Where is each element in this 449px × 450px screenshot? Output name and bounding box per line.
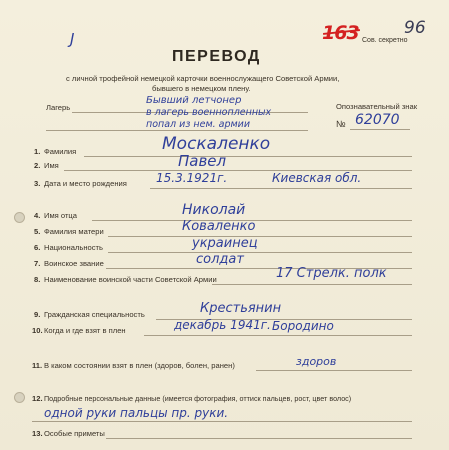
field-12-number: 12. <box>32 394 43 403</box>
punch-hole-bottom <box>14 392 25 403</box>
field-13-number: 13. <box>32 429 43 438</box>
field-11-number: 11. <box>32 361 43 370</box>
field-12-value: одной руки пальцы пр. руки. <box>44 406 229 420</box>
field-9-label: Гражданская специальность <box>44 310 145 319</box>
field-4-value: Николай <box>182 202 246 218</box>
field-11-label: В каком состоянии взят в плен (здоров, болен, ранен) <box>44 361 235 370</box>
field-5-label: Фамилия матери <box>44 227 104 236</box>
punch-hole-top <box>14 212 25 223</box>
id-underline <box>350 129 410 130</box>
field-6-number: 6. <box>34 243 41 252</box>
field-3-number: 3. <box>34 179 41 188</box>
field-13-underline <box>106 438 412 439</box>
field-6-underline <box>108 252 412 253</box>
field-7-value: солдат <box>196 252 244 267</box>
field-3-underline <box>150 188 412 189</box>
corner-number: 96 <box>404 18 426 38</box>
field-1-number: 1. <box>34 147 41 156</box>
field-5-underline <box>108 236 412 237</box>
field-8-label: Наименование воинской части Советской Армии <box>44 275 217 284</box>
field-5-value: Коваленко <box>182 219 256 234</box>
field-10-underline <box>144 335 412 336</box>
id-prefix: № <box>336 119 346 129</box>
field-10-label: Когда и где взят в плен <box>44 326 126 335</box>
field-1-label: Фамилия <box>44 147 77 156</box>
field-10-number: 10. <box>32 326 43 335</box>
field-11-underline <box>256 370 412 371</box>
camp-value-line-3: попал из нем. армии <box>146 119 251 130</box>
red-archive-number: 163 <box>322 22 359 44</box>
field-13-label: Особые приметы <box>44 429 105 438</box>
field-12-underline <box>32 421 412 422</box>
field-10-place: Бородино <box>272 319 334 333</box>
subtitle-line-2: бывшего в немецком плену. <box>152 84 251 93</box>
field-8-value: 17 Стрелк. полк <box>276 266 387 281</box>
field-4-number: 4. <box>34 211 41 220</box>
field-7-number: 7. <box>34 259 41 268</box>
field-11-value: здоров <box>296 355 337 368</box>
field-3-place: Киевская обл. <box>272 171 362 185</box>
camp-value-line-2: в лагерь военнопленных <box>146 107 272 118</box>
field-8-number: 8. <box>34 275 41 284</box>
camp-label: Лагерь <box>46 103 71 112</box>
field-8-underline <box>212 284 412 285</box>
field-3-label: Дата и место рождения <box>44 179 127 188</box>
field-2-number: 2. <box>34 161 41 170</box>
camp-underline-2 <box>46 130 308 131</box>
camp-value-line-1: Бывший летчонер <box>146 95 242 106</box>
field-2-label: Имя <box>44 161 59 170</box>
field-12-label: Подробные персональные данные (имеется фотография, оттиск пальцев, рост, цвет волос) <box>44 394 352 403</box>
field-1-underline <box>84 156 412 157</box>
id-label: Опознавательный знак <box>336 102 418 111</box>
secret-stamp: Сов. секретно <box>362 37 408 44</box>
corner-mark: J <box>70 30 75 48</box>
field-3-date: 15.3.1921г. <box>156 171 228 185</box>
field-10-date: декабрь 1941г. <box>174 318 271 332</box>
id-value: 62070 <box>355 112 400 128</box>
field-5-number: 5. <box>34 227 41 236</box>
field-2-value: Павел <box>178 152 227 170</box>
page-title: ПЕРЕВОД <box>172 48 261 65</box>
field-9-number: 9. <box>34 310 41 319</box>
field-1-value: Москаленко <box>162 134 271 154</box>
field-9-value: Крестьянин <box>200 301 282 316</box>
field-6-label: Национальность <box>44 243 103 252</box>
subtitle-line-1: с личной трофейной немецкой карточки военнослужащего Советской Армии, <box>66 74 340 83</box>
field-4-label: Имя отца <box>44 211 78 220</box>
field-6-value: украинец <box>192 236 258 251</box>
field-7-label: Воинское звание <box>44 259 104 268</box>
